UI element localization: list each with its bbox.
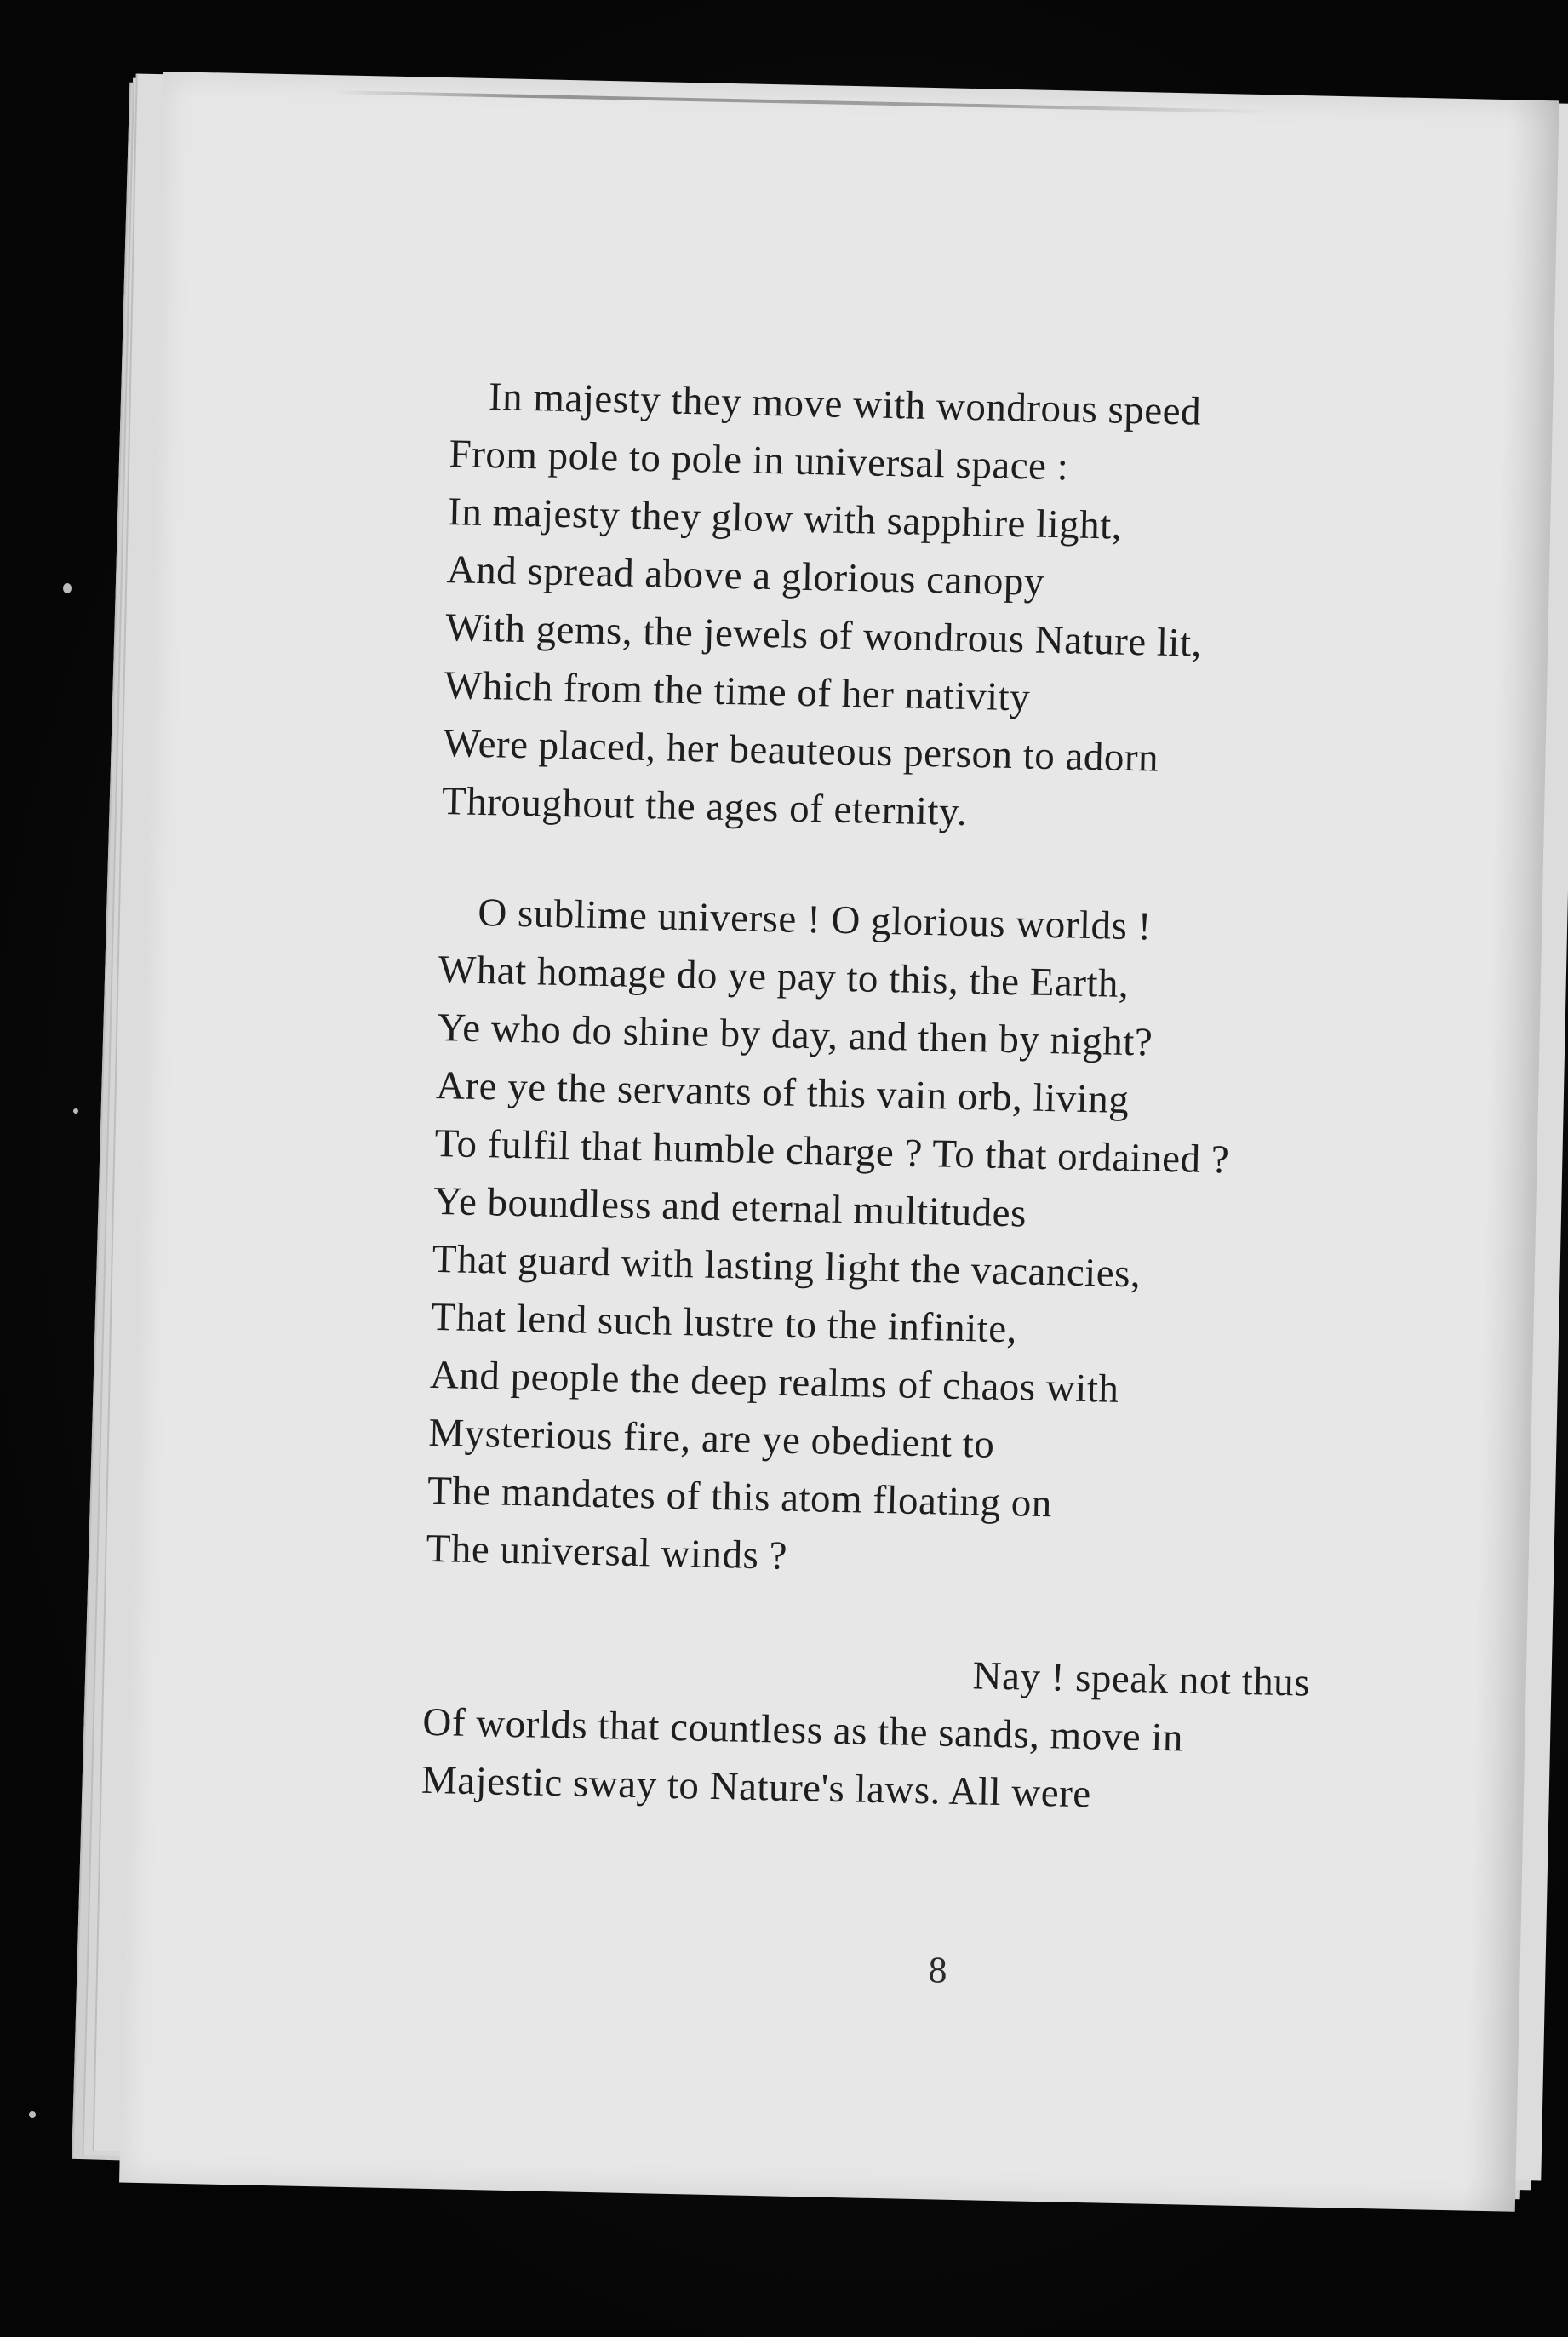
poem-line: And people the deep realms of chaos with bbox=[429, 1352, 1119, 1412]
poem-line: From pole to pole in universal space : bbox=[449, 432, 1069, 490]
stanza-2 bbox=[426, 883, 1462, 1599]
poem-line: In majesty they glow with sapphire light, bbox=[447, 490, 1123, 548]
poem-line: In majesty they move with wondrous speed bbox=[488, 375, 1202, 434]
poem-line: The universal winds ? bbox=[426, 1526, 788, 1578]
poem-line: The mandates of this atom floating on bbox=[426, 1468, 1053, 1526]
poem-line: Are ye the servants of this vain orb, living bbox=[435, 1063, 1130, 1123]
page-number: 8 bbox=[927, 1949, 948, 1991]
book-page bbox=[119, 72, 1559, 2212]
poem-line: Mysterious fire, are ye obedient to bbox=[428, 1410, 995, 1467]
poem-line: Were placed, her beauteous person to adorn bbox=[443, 721, 1159, 781]
poem-line: Ye who do shine by day, and then by night? bbox=[437, 1005, 1153, 1065]
stanza-3 bbox=[421, 1635, 1445, 1830]
page-top-line bbox=[333, 90, 1269, 113]
stanza-1 bbox=[441, 367, 1472, 851]
dust-speck bbox=[73, 1108, 78, 1114]
dust-speck bbox=[29, 2111, 36, 2118]
poem-line: Throughout the ages of eternity. bbox=[441, 779, 968, 834]
poem-text bbox=[421, 367, 1472, 1830]
poem-line: That lend such lustre to the infinite, bbox=[430, 1294, 1018, 1352]
poem-line: With gems, the jewels of wondrous Nature lit, bbox=[444, 605, 1203, 666]
dust-speck bbox=[63, 583, 72, 593]
poem-line: Majestic sway to Nature's laws. All were bbox=[421, 1757, 1092, 1817]
poem-line: Which from the time of her nativity bbox=[444, 663, 1031, 720]
poem-line: To fulfil that humble charge ? To that ordained ? bbox=[434, 1120, 1230, 1183]
poem-line: O sublime universe ! O glorious worlds ! bbox=[477, 890, 1153, 949]
poem-line: What homage do ye pay to this, the Earth, bbox=[438, 948, 1130, 1006]
poem-line: Nay ! speak not thus bbox=[972, 1653, 1311, 1705]
poem-line: And spread above a glorious canopy bbox=[446, 547, 1045, 604]
poem-line: That guard with lasting light the vacancies, bbox=[432, 1236, 1142, 1297]
poem-line: Of worlds that countless as the sands, move in bbox=[421, 1699, 1184, 1761]
poem-line: Ye boundless and eternal multitudes bbox=[432, 1178, 1027, 1236]
